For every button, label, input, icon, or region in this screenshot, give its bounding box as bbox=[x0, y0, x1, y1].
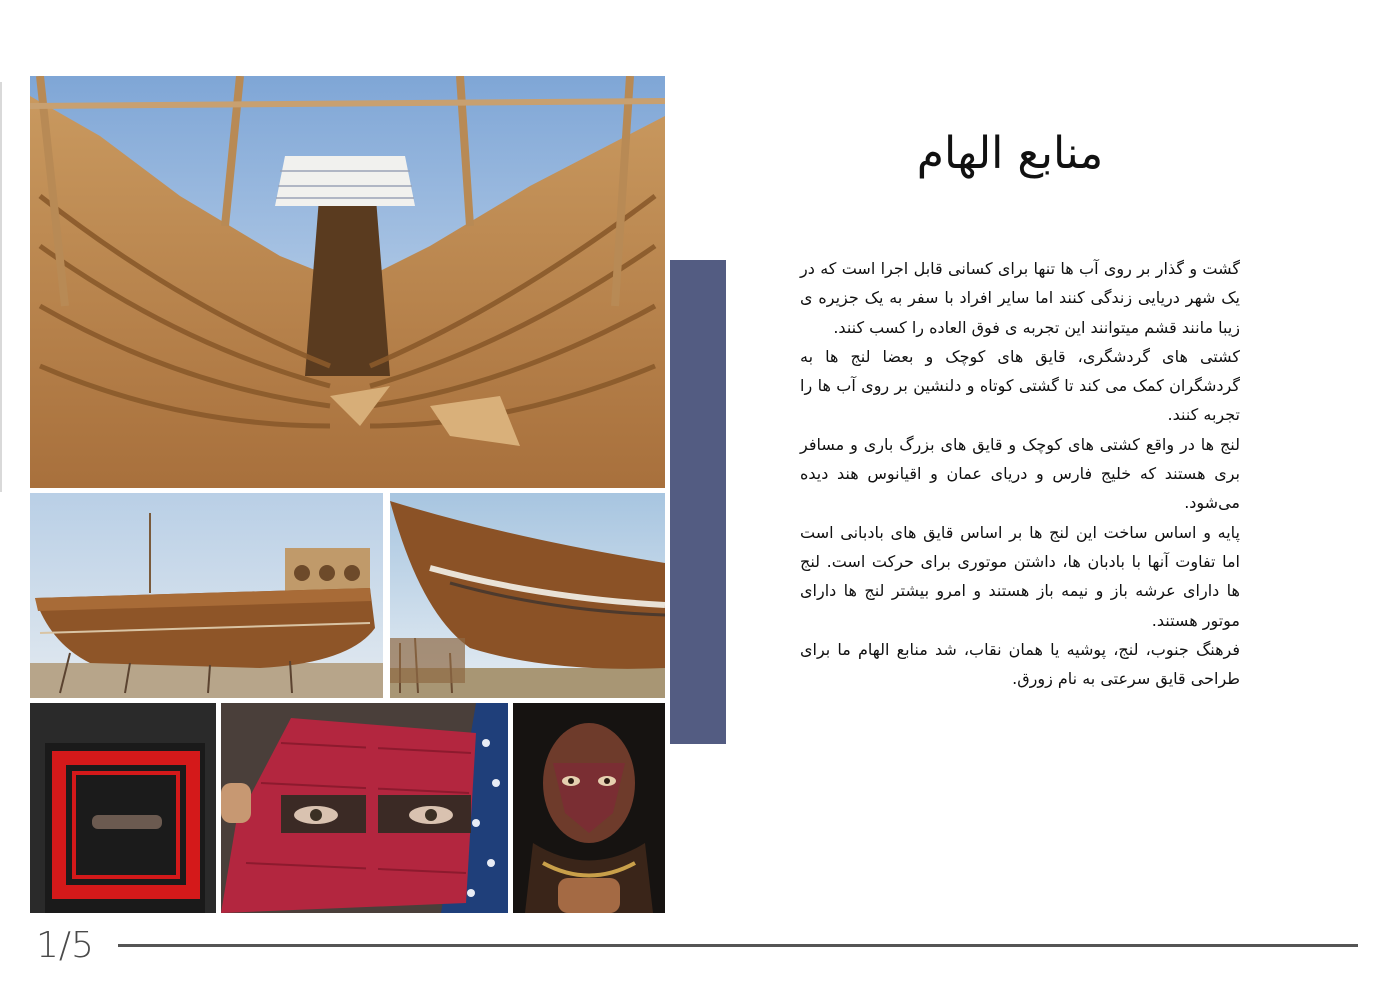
body-text bbox=[800, 254, 1240, 693]
page-title: منابع الهام bbox=[916, 128, 1104, 179]
paragraph: فرهنگ جنوب، لنج، پوشیه یا همان نقاب، شد منابع الهام ما برای طراحی قایق سرعتی به نام زورق. bbox=[800, 639, 1240, 689]
photo-hull-under-construction bbox=[30, 76, 665, 488]
paragraph: پایه و اساس ساخت این لنج ها بر اساس قایق های بادبانی است اما تفاوت آنها با بادبان ها، داشتن موتوری برای حرکت است. لنج ها دارای عرشه باز و نیمه باز هستند و امرو بیشتر لنج ها دارای موتور هستند. bbox=[800, 522, 1240, 630]
paragraph: کشتی های گردشگری، قایق های کوچک و بعضا لنج ها به گردشگران کمک می کند تا گشتی کوتاه و دلنشین بر روی آب ها را تجربه کنند. bbox=[800, 346, 1240, 425]
photo-black-burqa-mask bbox=[30, 703, 216, 913]
accent-bar bbox=[670, 260, 726, 744]
page-number: 1/5 bbox=[36, 925, 94, 966]
photo-wooden-dhow-bow bbox=[390, 493, 665, 698]
photo-wooden-dhow-side-view bbox=[30, 493, 383, 698]
photo-red-burqa-mask bbox=[221, 703, 508, 913]
paragraph: لنج ها در واقع کشتی های کوچک و قایق های بزرگ باری و مسافر بری هستند که خلیج فارس و دریای عمان و اقیانوس هند دیده می‌شود. bbox=[800, 434, 1240, 513]
footer-rule bbox=[118, 944, 1358, 947]
left-edge-line bbox=[0, 82, 2, 492]
paragraph: گشت و گذار بر روی آب ها تنها برای کسانی قابل اجرا است که در یک شهر دریایی زندگی کنند اما سایر افراد با سفر به یک جزیره ی زیبا مانند قشم میتوانند این تجربه ی فوق العاده را کسب کنند. bbox=[800, 259, 1240, 337]
photo-gold-burqa-mask bbox=[513, 703, 665, 913]
